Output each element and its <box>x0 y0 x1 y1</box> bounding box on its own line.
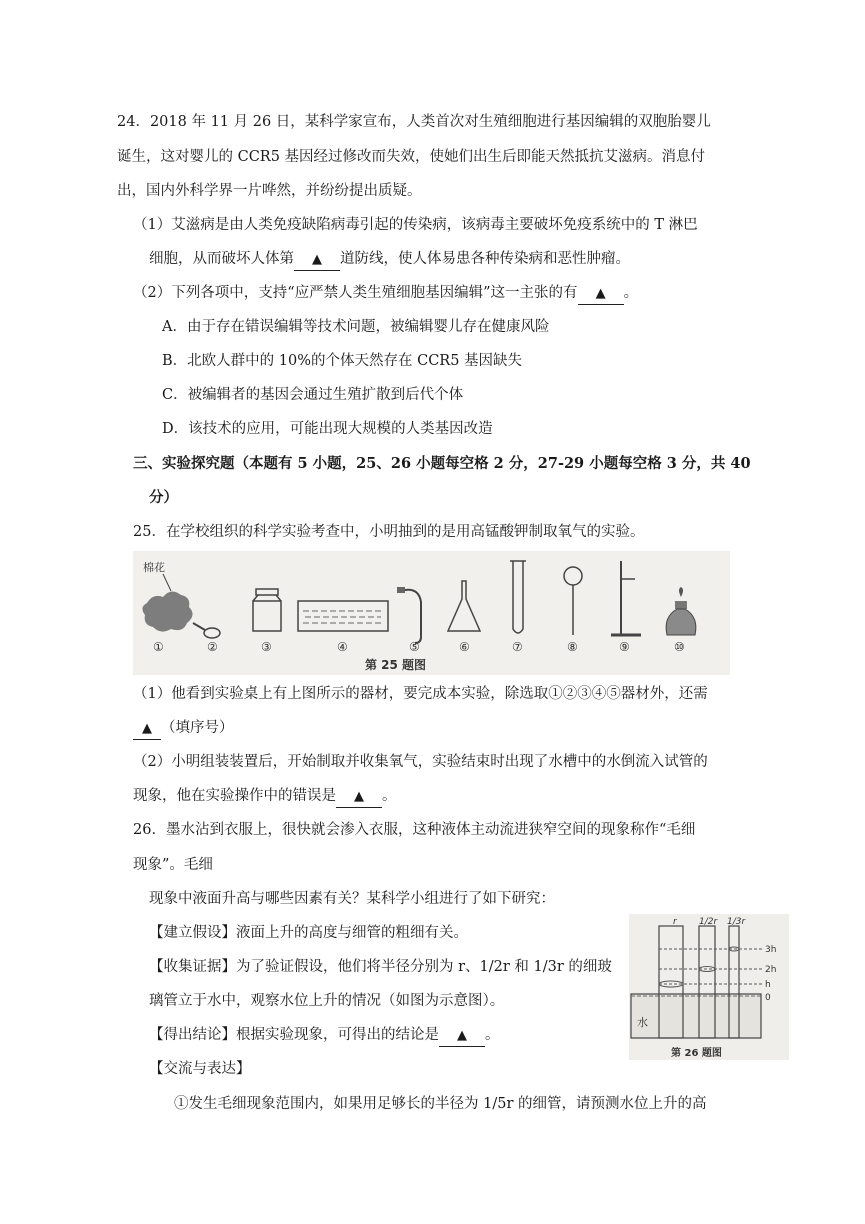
fig25-number: ⑦ <box>512 640 523 654</box>
q26-evidence-line2: 璃管立于水中，观察水位上升的情况（如图为示意图）。 <box>149 993 505 1009</box>
q25-part2-text-post: 。 <box>382 788 397 804</box>
q26-hypothesis: 【建立假设】液面上升的高度与细管的粗细有关。 <box>149 925 468 941</box>
fig25-number: ⑤ <box>409 640 420 654</box>
answer-blank[interactable]: ▲ <box>133 719 161 740</box>
q24-stem-line2: 诞生，这对婴儿的 CCR5 基因经过修改而失效，使她们出生后即能天然抵抗艾滋病。消息付 <box>117 149 706 165</box>
cotton-label: 棉花 <box>143 561 165 574</box>
gas-jar-icon <box>253 589 281 631</box>
cotton-icon <box>142 560 192 632</box>
q24-stem-line3: 出，国内外科学界一片哗然，并纷纷提出质疑。 <box>117 183 422 199</box>
q24-part2-text-pre: （2）下列各项中，支持“应严禁人类生殖细胞基因编辑”这一主张的有 <box>133 285 578 301</box>
q25-part1-line2 <box>133 718 234 740</box>
height-label-3h: 3h <box>765 945 777 955</box>
answer-blank[interactable]: ▲ <box>439 1026 485 1047</box>
q26-stem-line3: 现象中液面升高与哪些因素有关？某科学小组进行了如下研究： <box>149 891 555 907</box>
q24-option-a: A．由于存在错误编辑等技术问题，被编辑婴儿存在健康风险 <box>162 319 550 335</box>
alcohol-lamp-icon <box>666 587 696 635</box>
fig25-number: ⑧ <box>567 640 578 654</box>
q26-figure <box>629 914 789 1060</box>
q25-part1-line1: （1）他看到实验桌上有上图所示的器材，要完成本实验，除选取①②③④⑤器材外，还需 <box>133 686 708 702</box>
test-tube-icon <box>510 561 526 633</box>
q24-part2-text-post: 。 <box>623 285 639 301</box>
q26-stem-line2: 现象”。毛细 <box>133 857 213 873</box>
q24-option-d: D．该技术的应用，可能出现大规模的人类基因改造 <box>162 421 493 437</box>
q26-item1: ①发生毛细现象范围内，如果用足够长的半径为 1/5r 的细管，请预测水位上升的高 <box>174 1096 707 1112</box>
fig25-caption: 第 25 题图 <box>365 658 427 672</box>
fig25-number: ⑨ <box>619 640 630 654</box>
q25-stem: 25．在学校组织的科学实验考查中，小明抽到的是用高锰酸钾制取氧气的实验。 <box>133 524 645 540</box>
answer-blank[interactable]: ▲ <box>578 284 624 305</box>
q24-option-b: B．北欧人群中的 10%的个体天然存在 CCR5 基因缺失 <box>162 353 523 369</box>
q25-figure <box>133 551 730 675</box>
q26-conclusion-text-pre: 【得出结论】根据实验现象，可得出的结论是 <box>149 1027 439 1043</box>
answer-blank[interactable]: ▲ <box>336 787 382 808</box>
q24-part1-line2 <box>149 249 630 271</box>
q26-conclusion <box>149 1025 500 1047</box>
section3-heading-line2: 分） <box>149 489 178 506</box>
q26-exchange-heading: 【交流与表达】 <box>149 1061 251 1077</box>
delivery-tube-icon <box>397 587 421 643</box>
q25-part2-text-pre: 现象，他在实验操作中的错误是 <box>133 788 336 804</box>
water-trough-icon <box>298 601 388 631</box>
q25-part1-text-post: （填序号） <box>161 720 234 736</box>
tube-label-half-r: 1/2r <box>699 917 718 927</box>
q24-option-c: C．被编辑者的基因会通过生殖扩散到后代个体 <box>162 387 464 403</box>
answer-blank[interactable]: ▲ <box>294 250 340 271</box>
q24-stem-line1: 24．2018 年 11 月 26 日，某科学家宣布，人类首次对生殖细胞进行基因编辑的双胞胎婴儿 <box>117 114 711 130</box>
capillary-tubes-drawing <box>629 914 789 1060</box>
height-label-h: h <box>765 980 771 990</box>
q24-part2-line <box>133 283 638 305</box>
long-neck-funnel-icon <box>564 567 582 635</box>
q26-stem-line1: 26．墨水沾到衣服上，很快就会渗入衣服，这种液体主动流进狭窄空间的现象称作“毛细 <box>133 822 696 838</box>
fig26-caption: 第 26 题图 <box>671 1048 722 1059</box>
tube-label-third-r: 1/3r <box>727 917 746 927</box>
fig25-number: ⑩ <box>674 640 685 654</box>
q25-part2-line1: （2）小明组装装置后，开始制取并收集氧气，实验结束时出现了水槽中的水倒流入试管的 <box>133 754 708 770</box>
q25-part2-line2 <box>133 786 397 808</box>
q24-part1-text-pre: 细胞，从而破坏人体第 <box>149 251 294 267</box>
height-label-0: 0 <box>765 993 771 1003</box>
conical-flask-icon <box>448 581 480 631</box>
fig25-number: ③ <box>261 640 272 654</box>
fig25-number: ② <box>207 640 218 654</box>
q25-apparatus-drawing <box>133 551 730 675</box>
fig25-number: ① <box>153 640 164 654</box>
water-label: 水 <box>637 1016 648 1029</box>
q26-conclusion-text-post: 。 <box>485 1027 500 1043</box>
q26-evidence-line1: 【收集证据】为了验证假设，他们将半径分别为 r、1/2r 和 1/3r 的细玻 <box>149 959 612 975</box>
medicine-spoon-icon <box>193 623 220 638</box>
fig25-number: ④ <box>337 640 348 654</box>
section3-heading-line1: 三、实验探究题（本题有 5 小题，25、26 小题每空格 2 分，27-29 小题每空格 3 分，共 40 <box>133 455 751 472</box>
q24-part1-text-post: 道防线，使人体易患各种传染病和恶性肿瘤。 <box>340 251 630 267</box>
tube-label-r: r <box>673 917 677 927</box>
iron-stand-icon <box>611 561 641 635</box>
fig25-number: ⑥ <box>459 640 470 654</box>
height-label-2h: 2h <box>765 965 777 975</box>
q24-part1-line1: （1）艾滋病是由人类免疫缺陷病毒引起的传染病，该病毒主要破坏免疫系统中的 T 淋巴 <box>133 217 698 233</box>
